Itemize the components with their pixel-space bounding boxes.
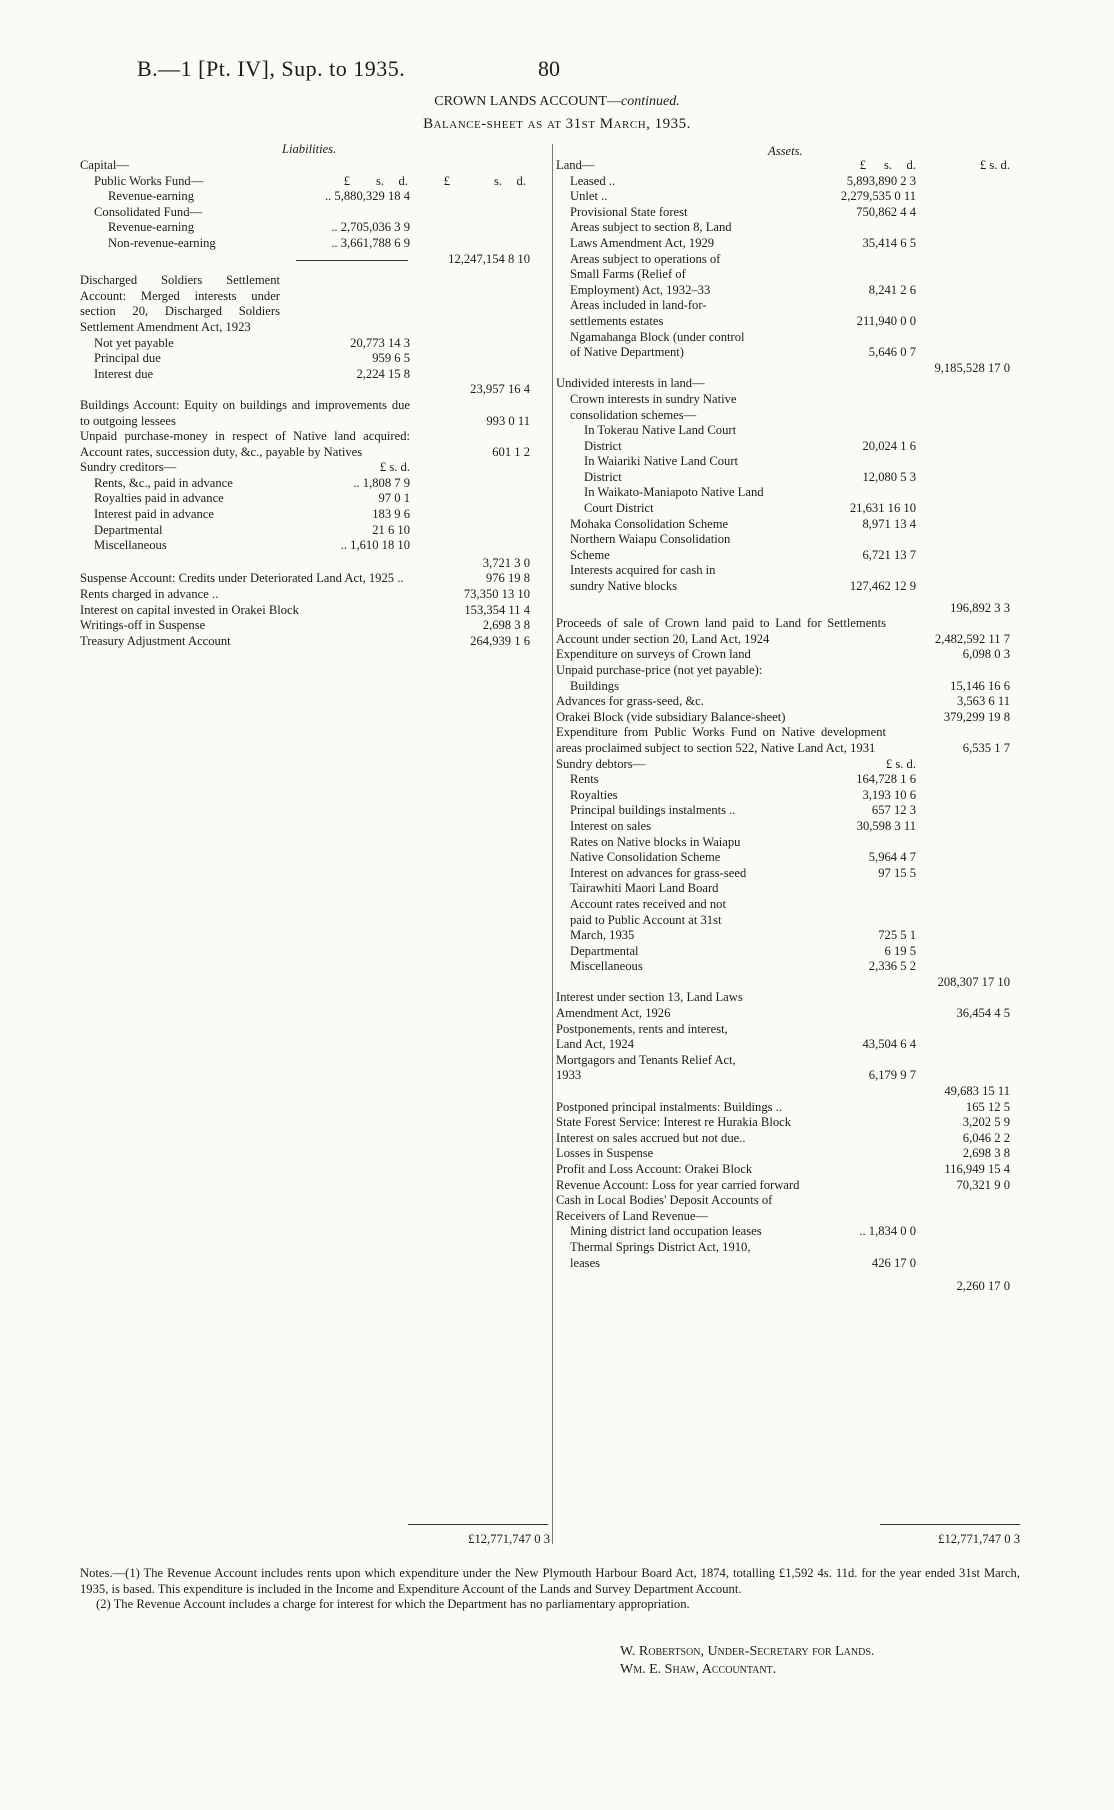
- pwf-expenditure-amount: 6,535 1 7: [962, 740, 1010, 755]
- debtors-interest-grass-seed-amount: 97 15 5: [878, 865, 916, 880]
- unpaid-purchase-money-amount: 601 1 2: [492, 444, 530, 459]
- thermal-springs-leases-amount: 426 17 0: [871, 1255, 916, 1270]
- col-pound-2: £: [443, 173, 450, 188]
- royalties-paid-in-advance-amount: 97 0 1: [378, 491, 410, 506]
- debtors-interest-on-sales: Interest on sales: [570, 818, 652, 833]
- mohaka-amount: 8,971 13 4: [862, 516, 916, 531]
- waikato-maniapoto-label: In Waikato-Maniapoto Native Land Court District: [584, 485, 764, 516]
- title-main: CROWN LANDS ACCOUNT—: [434, 94, 621, 109]
- capital-heading: Capital—: [80, 158, 129, 172]
- debtors-interest-on-sales-amount: 30,598 3 11: [856, 818, 916, 833]
- public-works-fund-label: Public Works Fund—: [94, 173, 204, 188]
- interests-acquired-label: Interests acquired for cash in sundry Native blocks: [570, 563, 716, 594]
- capital-rule: [296, 260, 408, 261]
- signature-under-secretary: W. Robertson, Under-Secretary for Lands.: [620, 1644, 875, 1659]
- account-title: [0, 94, 1114, 110]
- provisional-state-forest-amount: 750,862 4 4: [856, 204, 916, 219]
- orakei-block-amount: 379,299 19 8: [943, 709, 1010, 724]
- section-8-areas-amount: 35,414 6 5: [862, 235, 916, 250]
- sundry-creditors-heading: Sundry creditors—: [80, 460, 177, 475]
- liabilities-caption: Liabilities.: [282, 142, 337, 156]
- cf-revenue-earning: Revenue-earning: [108, 220, 195, 235]
- signature-accountant: Wm. E. Shaw, Accountant.: [620, 1662, 777, 1677]
- profit-and-loss-orakei: Profit and Loss Account: Orakei Block: [556, 1162, 753, 1176]
- mortgagors-relief-label: Mortgagors and Tenants Relief Act, 1933: [556, 1052, 736, 1083]
- land-leased: Leased ..: [570, 173, 616, 188]
- suspense-account-label: Suspense Account: Credits under Deteriorated Land Act, 1925 ..: [80, 571, 404, 586]
- assets-col-s: s.: [883, 158, 892, 172]
- consolidated-fund-label: Consolidated Fund—: [94, 204, 203, 219]
- assets-caption: Assets.: [768, 144, 803, 158]
- balance-sheet-subtitle: Balance-sheet as at 31st March, 1935.: [423, 116, 691, 132]
- ngamahanga-block-amount: 5,646 0 7: [868, 345, 916, 360]
- interest-orakei-block: Interest on capital invested in Orakei Block: [80, 602, 299, 617]
- waiariki-label: In Waiariki Native Land Court District: [584, 454, 739, 484]
- mohaka-label: Mohaka Consolidation Scheme: [570, 516, 729, 531]
- unpaid-purchase-money-label: Unpaid purchase-money in respect of Native land acquired: Account rates, succession duty, &c., payable by Natives: [80, 429, 410, 459]
- note-2: (2) The Revenue Account includes a charge for interest for which the Department has no parliamentary appropriation.: [96, 1597, 690, 1612]
- rents-paid-in-advance: Rents, &c., paid in advance: [94, 475, 233, 490]
- note-1: Notes.—(1) The Revenue Account includes rents upon which expenditure under the New Plymouth Harbour Board Act, 1874, totalling £1,592 4s. 11d. for the year ended 31st March, 1935, is based. This expenditure is included in the Income and Expenditure Account of the Lands and Survey Department Account.: [80, 1566, 1020, 1596]
- writings-off-in-suspense: Writings-off in Suspense: [80, 618, 206, 633]
- assets-col-d: d.: [906, 158, 916, 172]
- tokerau-label: In Tokerau Native Land Court District: [584, 423, 737, 453]
- sundry-debtors-heading: Sundry debtors—: [556, 756, 646, 771]
- discharged-soldiers-label: Discharged Soldiers Settlement Account: Merged interests under section 20, Discharged Soldiers Settlement Amendment Act, 1923: [80, 273, 280, 334]
- surveys-expenditure: Expenditure on surveys of Crown land: [556, 647, 751, 662]
- profit-and-loss-orakei-amount: 116,949 15 4: [944, 1162, 1010, 1176]
- creditors-departmental: Departmental: [94, 522, 163, 537]
- provisional-state-forest: Provisional State forest: [570, 204, 688, 219]
- title-continued: continued.: [620, 94, 680, 109]
- grass-seed-advances: Advances for grass-seed, &c.: [556, 694, 704, 709]
- assets-col2-header: £ s. d.: [979, 158, 1010, 172]
- sundry-debtors-col-header: £ s. d.: [885, 756, 916, 771]
- state-forest-service-interest-amount: 3,202 5 9: [962, 1115, 1010, 1130]
- interest-on-sales-accrued: Interest on sales accrued but not due..: [556, 1130, 746, 1145]
- col-d-2: d.: [516, 173, 526, 188]
- grass-seed-advances-amount: 3,563 6 11: [956, 694, 1010, 709]
- cf-non-revenue-earning: Non-revenue-earning: [108, 235, 216, 250]
- debtors-principal-buildings-amount: 657 12 3: [871, 803, 916, 818]
- postponed-principal-instalments-amount: 165 12 5: [965, 1099, 1010, 1114]
- writings-off-in-suspense-amount: 2,698 3 8: [482, 618, 530, 633]
- debtors-tairawhiti-label: Tairawhiti Maori Land Board Account rates received and not paid to Public Account at 31st March, 1935: [570, 881, 726, 943]
- interest-due-amount: 2,224 15 8: [356, 366, 410, 381]
- thermal-springs-leases-label: Thermal Springs District Act, 1910, leases: [570, 1239, 751, 1270]
- proceeds-of-sale-amount: 2,482,592 11 7: [934, 631, 1010, 646]
- col-d-1: d.: [398, 173, 408, 188]
- section-8-areas-label: Areas subject to section 8, Land Laws Amendment Act, 1929: [570, 220, 732, 250]
- northern-waiapu-amount: 6,721 13 7: [862, 547, 916, 562]
- mining-district-leases-amount: .. 1,834 0 0: [859, 1224, 916, 1239]
- section-13-interest-amount: 36,454 4 5: [956, 1006, 1010, 1021]
- proceeds-of-sale-label: Proceeds of sale of Crown land paid to Land for Settlements Account under section 20, Land Act, 1924: [556, 616, 886, 646]
- unpaid-purchase-price: Unpaid purchase-price (not yet payable):: [556, 663, 763, 677]
- buildings-account-label: Buildings Account: Equity on buildings and improvements due to outgoing lessees: [80, 397, 410, 428]
- debtors-rates-waiapu-label: Rates on Native blocks in Waiapu Native Consolidation Scheme: [570, 834, 741, 865]
- land-for-settlements-label: Areas included in land-for-settlements estates: [570, 298, 707, 328]
- interest-due: Interest due: [94, 366, 154, 381]
- principal-due: Principal due: [94, 351, 161, 366]
- land-unlet-amount: 2,279,535 0 11: [840, 189, 916, 204]
- debtors-royalties-amount: 3,193 10 6: [862, 787, 916, 802]
- interest-paid-in-advance: Interest paid in advance: [94, 507, 214, 522]
- unpaid-buildings: Buildings: [570, 678, 619, 693]
- column-divider: [552, 144, 553, 1544]
- sundry-creditors-total: 3,721 3 0: [482, 555, 530, 570]
- tokerau-amount: 20,024 1 6: [862, 438, 916, 453]
- mortgagors-relief-amount: 6,179 9 7: [868, 1068, 916, 1083]
- rents-charged-in-advance: Rents charged in advance ..: [80, 587, 219, 602]
- land-heading: Land—: [556, 158, 595, 172]
- assets-total-rule: [880, 1524, 1020, 1525]
- interests-acquired-amount: 127,462 12 9: [849, 579, 916, 594]
- surveys-expenditure-amount: 6,098 0 3: [962, 647, 1010, 662]
- capital-total: 12,247,154 8 10: [448, 251, 530, 266]
- interest-on-sales-accrued-amount: 6,046 2 2: [962, 1130, 1010, 1145]
- land-total: 9,185,528 17 0: [934, 360, 1010, 375]
- assets-grand-total: £12,771,747 0 3: [938, 1532, 1020, 1546]
- interest-paid-in-advance-amount: 183 9 6: [372, 507, 410, 522]
- debtors-rents: Rents: [570, 772, 599, 787]
- debtors-interest-grass-seed-label: Interest on advances for grass-seed: [570, 865, 747, 880]
- land-for-settlements-amount: 211,940 0 0: [856, 313, 916, 328]
- undivided-interests-heading: Undivided interests in land—: [556, 376, 705, 391]
- rents-paid-in-advance-amount: .. 1,808 7 9: [353, 475, 410, 490]
- cf-revenue-earning-amount: .. 2,705,036 3 9: [331, 220, 410, 235]
- debtors-departmental-amount: 6 19 5: [884, 943, 916, 958]
- debtors-rates-waiapu-amount: 5,964 4 7: [868, 850, 916, 865]
- cash-local-bodies-label: Cash in Local Bodies' Deposit Accounts of Receivers of Land Revenue—: [556, 1193, 773, 1223]
- waiariki-amount: 12,080 5 3: [862, 469, 916, 484]
- creditors-miscellaneous: Miscellaneous: [94, 538, 167, 553]
- not-yet-payable-amount: 20,773 14 3: [350, 335, 410, 350]
- northern-waiapu-label: Northern Waiapu Consolidation Scheme: [570, 532, 731, 562]
- unpaid-buildings-amount: 15,146 16 6: [950, 678, 1010, 693]
- state-forest-service-interest: State Forest Service: Interest re Hurakia Block: [556, 1115, 792, 1130]
- page-number: 80: [538, 56, 560, 81]
- royalties-paid-in-advance: Royalties paid in advance: [94, 491, 224, 506]
- cf-non-revenue-earning-amount: .. 3,661,788 6 9: [331, 235, 410, 250]
- interest-orakei-block-amount: 153,354 11 4: [464, 602, 530, 617]
- waikato-maniapoto-amount: 21,631 16 10: [849, 501, 916, 516]
- section-13-interest-label: Interest under section 13, Land Laws Amendment Act, 1926: [556, 990, 743, 1021]
- pwf-expenditure-label: Expenditure from Public Works Fund on Native development areas proclaimed subject to section 522, Native Land Act, 1931: [556, 725, 886, 755]
- crown-interests-label: Crown interests in sundry Native consolidation schemes—: [570, 391, 737, 422]
- col-s-2: s.: [493, 173, 502, 188]
- not-yet-payable: Not yet payable: [94, 335, 174, 350]
- land-unlet: Unlet ..: [570, 189, 608, 204]
- treasury-adjustment-account: Treasury Adjustment Account: [80, 633, 231, 648]
- buildings-account-amount: 993 0 11: [486, 413, 530, 428]
- debtors-departmental: Departmental: [570, 943, 639, 958]
- debtors-principal-buildings-label: Principal buildings instalments ..: [570, 803, 736, 818]
- creditors-departmental-amount: 21 6 10: [372, 522, 410, 537]
- debtors-miscellaneous-amount: 2,336 5 2: [868, 959, 916, 974]
- cash-total: 2,260 17 0: [956, 1279, 1010, 1294]
- undivided-interests-total: 196,892 3 3: [950, 600, 1010, 615]
- suspense-account-amount: 976 19 8: [485, 571, 530, 586]
- assets-col-pound: £: [859, 158, 866, 172]
- postponements-amount: 43,504 6 4: [862, 1037, 916, 1052]
- revenue-account-loss: Revenue Account: Loss for year carried forward: [556, 1177, 800, 1192]
- rents-charged-in-advance-amount: 73,350 13 10: [463, 587, 530, 602]
- pwf-revenue-earning-amount: .. 5,880,329 18 4: [324, 189, 410, 204]
- mining-district-leases-label: Mining district land occupation leases: [570, 1224, 762, 1239]
- principal-due-amount: 959 6 5: [372, 351, 410, 366]
- liabilities-total-rule: [408, 1524, 548, 1525]
- small-farms-areas-label: Areas subject to operations of Small Farms (Relief of Employment) Act, 1932–33: [570, 251, 721, 297]
- debtors-miscellaneous: Miscellaneous: [570, 959, 643, 974]
- pwf-revenue-earning: Revenue-earning: [108, 189, 195, 204]
- liabilities-column: [80, 158, 550, 649]
- land-leased-amount: 5,893,890 2 3: [846, 173, 916, 188]
- debtors-royalties: Royalties: [570, 787, 618, 802]
- notes-section: [80, 1566, 1020, 1613]
- ngamahanga-block-label: Ngamahanga Block (under control of Native Department): [570, 329, 745, 360]
- sundry-debtors-total: 208,307 17 10: [937, 974, 1010, 989]
- creditors-miscellaneous-amount: .. 1,610 18 10: [340, 538, 410, 553]
- small-farms-areas-amount: 8,241 2 6: [868, 282, 916, 297]
- assets-column: [556, 158, 1016, 1295]
- losses-in-suspense-amount: 2,698 3 8: [962, 1146, 1010, 1161]
- debtors-rents-amount: 164,728 1 6: [856, 772, 916, 787]
- postponed-principal-instalments: Postponed principal instalments: Buildings ..: [556, 1099, 782, 1114]
- col-pound-1: £: [343, 173, 350, 188]
- losses-in-suspense: Losses in Suspense: [556, 1146, 654, 1161]
- sundry-creditors-col-header: £ s. d.: [379, 460, 410, 475]
- discharged-soldiers-total: 23,957 16 4: [470, 382, 530, 397]
- debtors-tairawhiti-amount: 725 5 1: [878, 928, 916, 943]
- report-reference: B.—1 [Pt. IV], Sup. to 1935.: [137, 56, 406, 81]
- treasury-adjustment-account-amount: 264,939 1 6: [470, 633, 530, 648]
- revenue-account-loss-amount: 70,321 9 0: [956, 1177, 1010, 1192]
- liabilities-grand-total: £12,771,747 0 3: [468, 1532, 550, 1546]
- col-s-1: s.: [375, 173, 384, 188]
- postponements-total: 49,683 15 11: [944, 1084, 1010, 1099]
- orakei-block: Orakei Block (vide subsidiary Balance-sheet): [556, 709, 786, 724]
- postponements-label: Postponements, rents and interest, Land Act, 1924: [556, 1021, 728, 1052]
